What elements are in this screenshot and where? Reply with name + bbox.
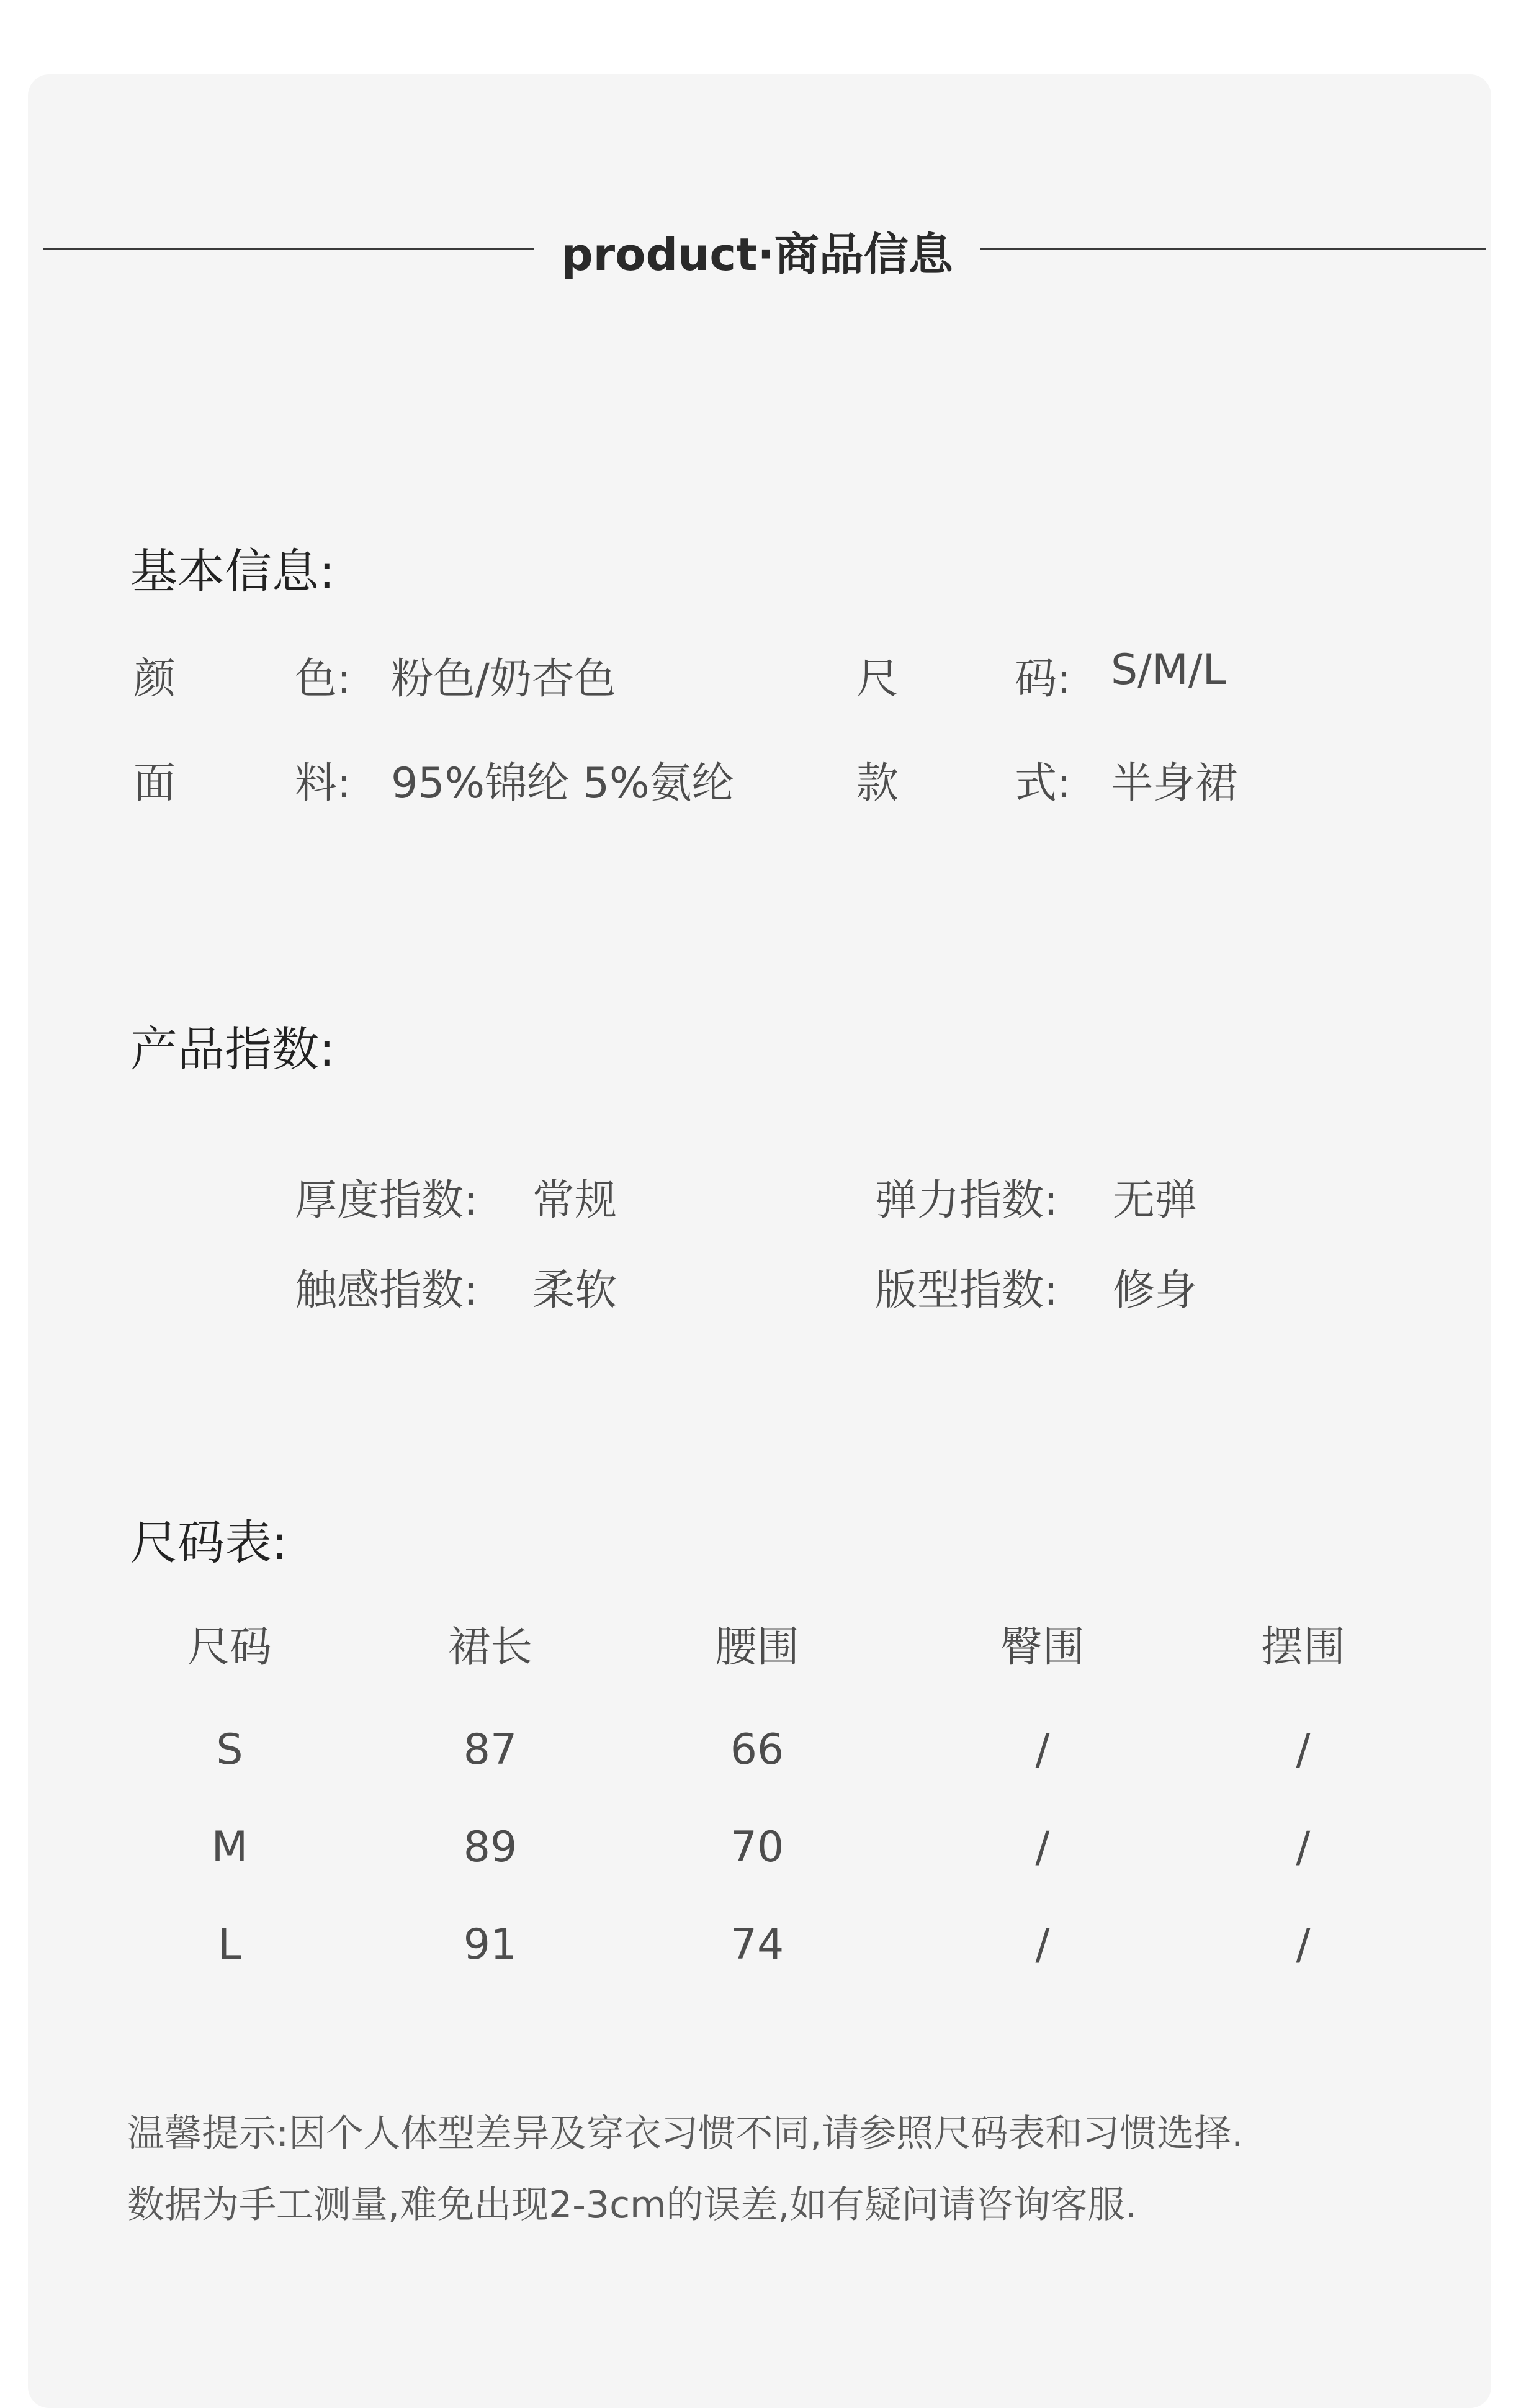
note-line-1: 温馨提示:因个人体型差异及穿衣习惯不同,请参照尺码表和习惯选择.	[127, 2112, 1244, 2155]
info-card	[28, 74, 1491, 2408]
basic-label-color-1: 颜	[133, 655, 176, 704]
size-cell: L	[218, 1920, 241, 1969]
size-header-size: 尺码	[187, 1623, 272, 1672]
basic-label-style-1: 款	[856, 759, 899, 808]
index-label-thickness: 厚度指数:	[295, 1176, 478, 1225]
size-cell: 66	[730, 1725, 784, 1774]
index-label-elasticity: 弹力指数:	[875, 1176, 1058, 1225]
index-label-touch: 触感指数:	[295, 1266, 478, 1315]
basic-value-color: 粉色/奶杏色	[391, 655, 616, 704]
size-chart-title: 尺码表:	[130, 1515, 288, 1570]
size-cell: /	[1035, 1823, 1050, 1872]
size-cell: 70	[730, 1823, 784, 1872]
basic-value-material: 95%锦纶 5%氨纶	[391, 759, 734, 808]
basic-label-size-1: 尺	[856, 655, 899, 704]
size-cell: /	[1296, 1920, 1311, 1969]
basic-label-color-2: 色:	[295, 655, 351, 704]
size-cell: /	[1035, 1920, 1050, 1969]
basic-info-title: 基本信息:	[130, 544, 335, 599]
basic-label-material-1: 面	[133, 759, 176, 808]
note-line-2: 数据为手工测量,难免出现2-3cm的误差,如有疑问请咨询客服.	[127, 2183, 1137, 2227]
header-divider-right	[980, 248, 1486, 250]
size-cell: /	[1296, 1823, 1311, 1872]
size-header-hip: 臀围	[1000, 1623, 1085, 1672]
size-cell: /	[1296, 1725, 1311, 1774]
product-index-title: 产品指数:	[130, 1022, 335, 1077]
basic-value-style: 半身裙	[1111, 759, 1238, 808]
index-value-thickness: 常规	[532, 1176, 617, 1225]
basic-value-size: S/M/L	[1111, 645, 1226, 694]
header-title: product·商品信息	[561, 228, 953, 281]
index-value-elasticity: 无弹	[1113, 1176, 1198, 1225]
size-cell: /	[1035, 1725, 1050, 1774]
size-cell: S	[216, 1725, 243, 1774]
index-value-touch: 柔软	[532, 1266, 617, 1315]
size-header-hem: 摆围	[1260, 1623, 1345, 1672]
size-header-waist: 腰围	[714, 1623, 799, 1672]
basic-label-size-2: 码:	[1015, 655, 1071, 704]
size-cell: 89	[463, 1823, 518, 1872]
size-cell: 87	[463, 1725, 518, 1774]
size-cell: 91	[463, 1920, 518, 1969]
size-header-length: 裙长	[447, 1623, 532, 1672]
basic-label-style-2: 式:	[1015, 759, 1071, 808]
index-label-fit: 版型指数:	[875, 1266, 1058, 1315]
size-cell: M	[211, 1823, 248, 1872]
header-divider-left	[43, 248, 534, 250]
basic-label-material-2: 料:	[295, 759, 351, 808]
size-cell: 74	[730, 1920, 784, 1969]
index-value-fit: 修身	[1113, 1266, 1198, 1315]
